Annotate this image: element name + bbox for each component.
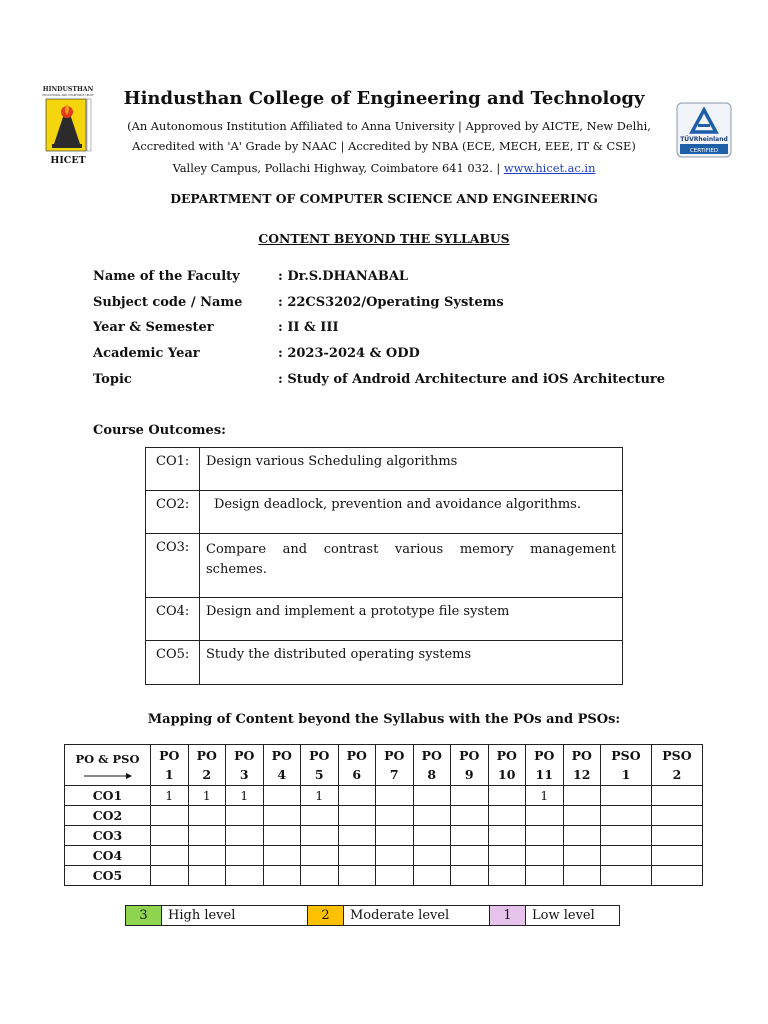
legend-row xyxy=(126,906,620,926)
column-header-line1: PO xyxy=(534,748,555,763)
column-header-line2: 1 xyxy=(621,767,631,782)
mapping-cell xyxy=(488,786,526,806)
mapping-cell: 1 xyxy=(526,786,564,806)
mapping-cell xyxy=(226,826,264,846)
mapping-column-header xyxy=(651,745,702,786)
mapping-cell xyxy=(376,826,414,846)
mapping-column-header xyxy=(301,745,339,786)
mapping-cell xyxy=(338,786,376,806)
co-code: CO3: xyxy=(146,534,200,598)
mapping-cell xyxy=(488,806,526,826)
course-outcomes-table xyxy=(145,447,623,685)
mapping-cell xyxy=(601,806,652,826)
mapping-cell xyxy=(263,846,301,866)
column-header-line1: PO xyxy=(459,748,480,763)
column-header-line2: 9 xyxy=(464,767,474,782)
mapping-table xyxy=(64,744,703,886)
course-outcomes-heading: Course Outcomes: xyxy=(93,423,226,438)
table-row xyxy=(146,598,623,641)
mapping-cell xyxy=(263,806,301,826)
mapping-cell xyxy=(563,826,601,846)
legend-swatch-high: 3 xyxy=(126,906,162,926)
info-label: Topic xyxy=(93,372,132,387)
mapping-column-header xyxy=(563,745,601,786)
column-header-line2: 4 xyxy=(277,767,287,782)
mapping-cell xyxy=(151,846,189,866)
column-header-line2: 7 xyxy=(389,767,399,782)
column-header-line1: PO xyxy=(421,748,442,763)
column-header-line1: PO xyxy=(384,748,405,763)
mapping-row-label: CO4 xyxy=(65,846,151,866)
mapping-cell xyxy=(601,786,652,806)
mapping-cell xyxy=(188,806,226,826)
logo-text-sub: EDUCATIONAL AND CHARITABLE TRUST xyxy=(42,94,94,97)
mapping-cell xyxy=(601,826,652,846)
column-header-line1: PSO xyxy=(662,748,692,763)
arrow-right-icon xyxy=(84,772,132,780)
table-row xyxy=(146,534,623,598)
mapping-cell xyxy=(263,866,301,886)
legend-label-moderate: Moderate level xyxy=(344,906,490,926)
website-link[interactable]: www.hicet.ac.in xyxy=(503,161,596,175)
column-header-line2: 12 xyxy=(573,767,591,782)
column-header-line1: PO xyxy=(571,748,592,763)
mapping-cell xyxy=(301,846,339,866)
legend-swatch-moderate: 2 xyxy=(308,906,344,926)
column-header-line1: PO xyxy=(309,748,330,763)
info-label: Name of the Faculty xyxy=(93,269,240,284)
mapping-column-header xyxy=(263,745,301,786)
info-value: : Dr.S.DHANABAL xyxy=(278,269,409,284)
column-header-line2: 2 xyxy=(202,767,212,782)
mapping-cell xyxy=(376,866,414,886)
mapping-cell xyxy=(301,826,339,846)
mapping-cell xyxy=(226,806,264,826)
table-row xyxy=(65,846,703,866)
co-description: Study the distributed operating systems xyxy=(200,641,623,685)
column-header-line2: 5 xyxy=(314,767,324,782)
mapping-cell xyxy=(563,806,601,826)
mapping-cell xyxy=(151,806,189,826)
address-line-3 xyxy=(0,161,768,175)
column-header-line2: 1 xyxy=(164,767,174,782)
mapping-cell xyxy=(563,786,601,806)
mapping-cell xyxy=(451,826,489,846)
info-value: : 22CS3202/Operating Systems xyxy=(278,295,504,310)
mapping-cell xyxy=(413,786,451,806)
address-line-1: (An Autonomous Institution Affiliated to Anna University | Approved by AICTE, New Delhi, xyxy=(127,119,651,133)
co-code: CO1: xyxy=(146,448,200,491)
column-header-line2: 10 xyxy=(498,767,516,782)
mapping-cell xyxy=(151,826,189,846)
mapping-cell xyxy=(601,866,652,886)
mapping-heading: Mapping of Content beyond the Syllabus with the POs and PSOs: xyxy=(147,712,621,727)
logo-text-top: HINDUSTHAN xyxy=(42,86,94,93)
mapping-column-header xyxy=(413,745,451,786)
column-header-line1: PO xyxy=(271,748,292,763)
mapping-cell xyxy=(376,806,414,826)
column-header-line1: PO xyxy=(234,748,255,763)
mapping-cell xyxy=(413,846,451,866)
mapping-column-header xyxy=(151,745,189,786)
mapping-row-label: CO1 xyxy=(65,786,151,806)
mapping-cell xyxy=(563,866,601,886)
mapping-cell xyxy=(451,866,489,886)
mapping-cell xyxy=(338,866,376,886)
table-row xyxy=(146,491,623,534)
mapping-cell xyxy=(451,846,489,866)
mapping-corner-cell xyxy=(65,745,151,786)
column-header-line1: PO xyxy=(159,748,180,763)
mapping-cell xyxy=(188,846,226,866)
corner-label: PO & PSO xyxy=(75,752,140,766)
table-row xyxy=(65,806,703,826)
mapping-column-header xyxy=(526,745,564,786)
column-header-line1: PO xyxy=(496,748,517,763)
info-label: Year & Semester xyxy=(93,320,214,335)
college-title: Hindusthan College of Engineering and Technology xyxy=(123,88,645,109)
co-description: Design deadlock, prevention and avoidance algorithms. xyxy=(200,491,623,534)
co-description: Design and implement a prototype file system xyxy=(200,598,623,641)
mapping-cell xyxy=(338,826,376,846)
mapping-cell xyxy=(301,806,339,826)
mapping-cell xyxy=(413,806,451,826)
legend-table xyxy=(125,905,620,926)
mapping-cell xyxy=(563,846,601,866)
mapping-cell xyxy=(651,846,702,866)
mapping-cell xyxy=(376,846,414,866)
mapping-cell xyxy=(338,806,376,826)
mapping-cell xyxy=(526,826,564,846)
mapping-cell xyxy=(226,846,264,866)
mapping-cell xyxy=(263,826,301,846)
mapping-cell xyxy=(376,786,414,806)
mapping-cell xyxy=(488,866,526,886)
mapping-cell xyxy=(651,826,702,846)
mapping-cell xyxy=(188,866,226,886)
mapping-cell: 1 xyxy=(226,786,264,806)
table-row xyxy=(146,448,623,491)
mapping-cell xyxy=(226,866,264,886)
column-header-line2: 6 xyxy=(352,767,362,782)
mapping-cell: 1 xyxy=(188,786,226,806)
mapping-cell xyxy=(651,786,702,806)
mapping-row-label: CO2 xyxy=(65,806,151,826)
mapping-cell xyxy=(413,866,451,886)
legend-swatch-low: 1 xyxy=(490,906,526,926)
mapping-cell xyxy=(413,826,451,846)
mapping-cell xyxy=(488,846,526,866)
info-label: Subject code / Name xyxy=(93,295,243,310)
mapping-cell xyxy=(651,806,702,826)
mapping-column-header xyxy=(338,745,376,786)
mapping-column-header xyxy=(376,745,414,786)
info-value: : Study of Android Architecture and iOS Architecture xyxy=(278,372,666,387)
mapping-row-label: CO3 xyxy=(65,826,151,846)
mapping-cell: 1 xyxy=(301,786,339,806)
column-header-line2: 2 xyxy=(672,767,682,782)
column-header-line2: 3 xyxy=(239,767,249,782)
co-description: Compare and contrast various memory management schemes. xyxy=(200,534,623,598)
mapping-column-header xyxy=(488,745,526,786)
mapping-cell xyxy=(451,806,489,826)
section-title: CONTENT BEYOND THE SYLLABUS xyxy=(258,231,510,246)
mapping-cell xyxy=(451,786,489,806)
mapping-column-header xyxy=(601,745,652,786)
mapping-cell xyxy=(651,866,702,886)
mapping-cell xyxy=(188,826,226,846)
column-header-line1: PSO xyxy=(611,748,641,763)
mapping-cell xyxy=(338,846,376,866)
tuv-brand: TÜVRheinland xyxy=(680,136,728,143)
mapping-column-header xyxy=(451,745,489,786)
table-row xyxy=(65,786,703,806)
table-row xyxy=(146,641,623,685)
legend-label-low: Low level xyxy=(526,906,620,926)
mapping-cell xyxy=(526,846,564,866)
mapping-header-row xyxy=(65,745,703,786)
mapping-column-header xyxy=(226,745,264,786)
mapping-cell xyxy=(601,846,652,866)
column-header-line2: 11 xyxy=(535,767,553,782)
tuv-caption: CERTIFIED xyxy=(689,148,719,154)
mapping-cell: 1 xyxy=(151,786,189,806)
legend-label-high: High level xyxy=(162,906,308,926)
address-text: Valley Campus, Pollachi Highway, Coimbatore 641 032. | xyxy=(172,161,501,175)
co-code: CO4: xyxy=(146,598,200,641)
mapping-cell xyxy=(526,866,564,886)
table-row xyxy=(65,826,703,846)
co-code: CO5: xyxy=(146,641,200,685)
column-header-line2: 8 xyxy=(427,767,437,782)
column-header-line1: PO xyxy=(196,748,217,763)
info-label: Academic Year xyxy=(93,346,200,361)
co-description: Design various Scheduling algorithms xyxy=(200,448,623,491)
department-title: DEPARTMENT OF COMPUTER SCIENCE AND ENGINEERING xyxy=(170,191,598,206)
mapping-cell xyxy=(526,806,564,826)
column-header-line1: PO xyxy=(346,748,367,763)
table-row xyxy=(65,866,703,886)
mapping-cell xyxy=(488,826,526,846)
info-value: : 2023-2024 & ODD xyxy=(278,346,420,361)
mapping-cell xyxy=(151,866,189,886)
address-line-2: Accredited with 'A' Grade by NAAC | Accredited by NBA (ECE, MECH, EEE, IT & CSE) xyxy=(132,139,636,153)
mapping-cell xyxy=(301,866,339,886)
mapping-column-header xyxy=(188,745,226,786)
mapping-row-label: CO5 xyxy=(65,866,151,886)
mapping-cell xyxy=(263,786,301,806)
logo-caption: HICET xyxy=(50,155,86,166)
info-value: : II & III xyxy=(278,320,339,335)
co-code: CO2: xyxy=(146,491,200,534)
